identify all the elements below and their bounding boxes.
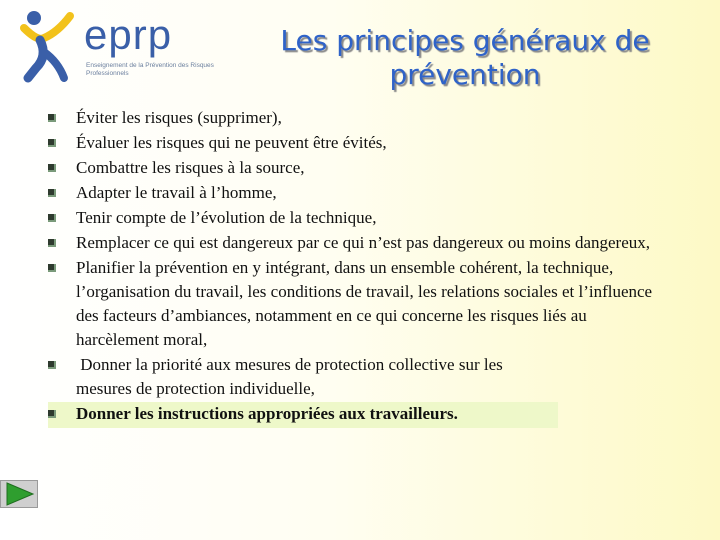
list-item bbox=[48, 106, 668, 130]
square-bullet-icon bbox=[48, 410, 56, 418]
list-item bbox=[48, 181, 668, 205]
list-item-text: Adapter le travail à l’homme, bbox=[76, 183, 277, 202]
square-bullet-icon bbox=[48, 189, 56, 197]
logo-subtitle: Enseignement de la Prévention des Risques Professionnels bbox=[86, 62, 214, 77]
list-item-text: Remplacer ce qui est dangereux par ce qui n’est pas dangereux ou moins dangereux, bbox=[76, 233, 651, 252]
square-bullet-icon bbox=[48, 164, 56, 172]
square-bullet-icon bbox=[48, 264, 56, 272]
eprp-logo bbox=[18, 8, 214, 88]
list-item bbox=[48, 231, 668, 255]
play-arrow-icon bbox=[1, 481, 37, 507]
list-item bbox=[48, 131, 668, 155]
list-item-text: Donner la priorité aux mesures de protection collective sur les mesures de protection individuelle, bbox=[76, 355, 507, 398]
list-item bbox=[48, 156, 668, 180]
square-bullet-icon bbox=[48, 214, 56, 222]
list-item-text: Éviter les risques (supprimer), bbox=[76, 108, 282, 127]
list-item-text: Combattre les risques à la source, bbox=[76, 158, 305, 177]
list-item-text: Planifier la prévention en y intégrant, dans un ensemble cohérent, la technique, l’organisation du travail, les conditions de travail, les relations sociales et l’influence des facteurs d’ambiances, notamment en ce qui concerne les risques liés au harcèlement moral, bbox=[76, 258, 653, 349]
list-item-text: Donner les instructions appropriées aux travailleurs. bbox=[76, 404, 458, 423]
logo-figure-icon bbox=[18, 8, 80, 86]
next-slide-button[interactable] bbox=[0, 480, 38, 508]
slide-title: Les principes généraux de prévention bbox=[280, 24, 650, 91]
principles-list bbox=[48, 106, 668, 429]
list-item-text: Évaluer les risques qui ne peuvent être évités, bbox=[76, 133, 387, 152]
list-item-text: Tenir compte de l’évolution de la technique, bbox=[76, 208, 377, 227]
logo-wordmark: eprp bbox=[84, 11, 173, 58]
square-bullet-icon bbox=[48, 114, 56, 122]
square-bullet-icon bbox=[48, 239, 56, 247]
list-item bbox=[48, 206, 668, 230]
square-bullet-icon bbox=[48, 361, 56, 369]
list-item bbox=[48, 353, 516, 401]
square-bullet-icon bbox=[48, 139, 56, 147]
list-item bbox=[48, 256, 668, 352]
list-item-highlighted bbox=[48, 402, 558, 428]
